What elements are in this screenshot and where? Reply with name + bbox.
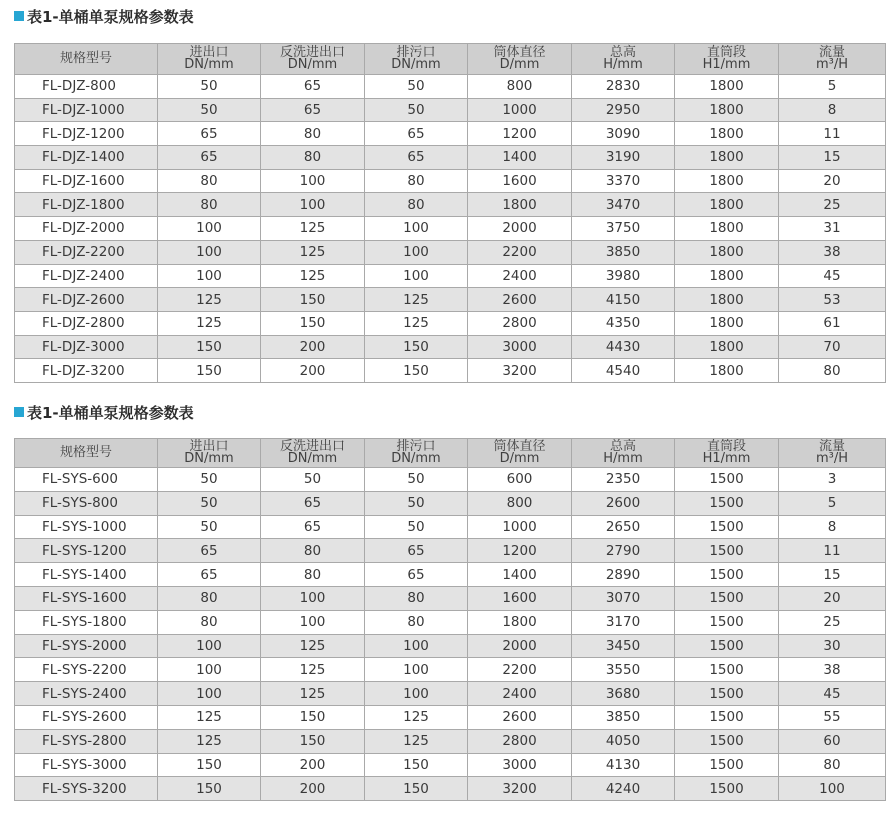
value-cell: 1800 (675, 169, 779, 193)
column-header-label: 流量 (818, 45, 845, 60)
value-cell: 65 (365, 146, 468, 170)
column-header: 规格型号 (15, 439, 158, 468)
value-cell: 3980 (572, 264, 675, 288)
value-cell: 125 (365, 288, 468, 312)
value-cell: 150 (365, 753, 468, 777)
table-row (15, 586, 886, 610)
value-cell: 3850 (572, 705, 675, 729)
table-title-text: 表1-单桶单泵规格参数表 (27, 7, 194, 26)
value-cell: 2200 (468, 240, 572, 264)
value-cell: 2000 (468, 217, 572, 241)
value-cell: 100 (261, 169, 365, 193)
table-row (15, 146, 886, 170)
table-row (15, 658, 886, 682)
table-row (15, 193, 886, 217)
value-cell: 65 (158, 539, 261, 563)
value-cell: 100 (261, 193, 365, 217)
value-cell: 8 (779, 98, 886, 122)
value-cell: 1800 (675, 359, 779, 383)
value-cell: 3000 (468, 753, 572, 777)
value-cell: 1800 (675, 311, 779, 335)
value-cell: 100 (158, 240, 261, 264)
value-cell: 3000 (468, 335, 572, 359)
value-cell: 125 (261, 217, 365, 241)
value-cell: 2800 (468, 729, 572, 753)
table-row (15, 610, 886, 634)
value-cell: 15 (779, 563, 886, 587)
value-cell: 600 (468, 468, 572, 492)
table-title (14, 7, 194, 25)
value-cell: 50 (158, 98, 261, 122)
table-row (15, 705, 886, 729)
value-cell: 150 (158, 335, 261, 359)
value-cell: 125 (261, 658, 365, 682)
table-row (15, 335, 886, 359)
column-header-unit: D/mm (499, 451, 540, 466)
value-cell: 5 (779, 491, 886, 515)
value-cell: 100 (365, 634, 468, 658)
value-cell: 1800 (675, 98, 779, 122)
value-cell: 100 (365, 264, 468, 288)
value-cell: 4130 (572, 753, 675, 777)
value-cell: 1800 (675, 240, 779, 264)
value-cell: 38 (779, 658, 886, 682)
value-cell: 2800 (468, 311, 572, 335)
column-header (572, 439, 675, 468)
value-cell: 1200 (468, 539, 572, 563)
value-cell: 38 (779, 240, 886, 264)
table-row (15, 753, 886, 777)
table-row (15, 563, 886, 587)
value-cell: 3370 (572, 169, 675, 193)
value-cell: 1500 (675, 610, 779, 634)
column-header-label: 总高 (609, 439, 636, 454)
value-cell: 80 (158, 610, 261, 634)
column-header (261, 439, 365, 468)
table-row (15, 240, 886, 264)
column-header-unit: m³/H (815, 451, 849, 466)
table-row (15, 777, 886, 801)
value-cell: 100 (365, 682, 468, 706)
value-cell: 8 (779, 515, 886, 539)
column-header-label: 反洗进出口 (279, 45, 345, 60)
value-cell: 80 (158, 193, 261, 217)
value-cell: 1500 (675, 729, 779, 753)
value-cell: 25 (779, 610, 886, 634)
table-title (14, 403, 194, 421)
value-cell: 125 (365, 311, 468, 335)
value-cell: 3680 (572, 682, 675, 706)
value-cell: 1800 (675, 288, 779, 312)
table-row (15, 169, 886, 193)
table-header-row (15, 44, 886, 75)
value-cell: 125 (158, 729, 261, 753)
value-cell: 2600 (572, 491, 675, 515)
value-cell: 50 (158, 75, 261, 99)
column-header-label: 排污口 (396, 45, 436, 60)
value-cell: 80 (261, 539, 365, 563)
model-cell: FL-SYS-3200 (15, 777, 158, 801)
value-cell: 2950 (572, 98, 675, 122)
value-cell: 3 (779, 468, 886, 492)
value-cell: 1500 (675, 539, 779, 563)
model-cell: FL-DJZ-800 (15, 75, 158, 99)
value-cell: 65 (261, 515, 365, 539)
value-cell: 80 (365, 610, 468, 634)
table-title-text: 表1-单桶单泵规格参数表 (27, 403, 194, 422)
value-cell: 100 (365, 658, 468, 682)
value-cell: 1500 (675, 705, 779, 729)
value-cell: 1000 (468, 515, 572, 539)
value-cell: 80 (365, 193, 468, 217)
model-cell: FL-DJZ-1600 (15, 169, 158, 193)
table-row (15, 75, 886, 99)
value-cell: 50 (365, 491, 468, 515)
value-cell: 200 (261, 335, 365, 359)
value-cell: 65 (365, 122, 468, 146)
table-row (15, 359, 886, 383)
value-cell: 50 (365, 75, 468, 99)
value-cell: 800 (468, 75, 572, 99)
value-cell: 2350 (572, 468, 675, 492)
model-cell: FL-SYS-2600 (15, 705, 158, 729)
value-cell: 80 (779, 753, 886, 777)
column-header (675, 44, 779, 75)
column-header-label: 直筒段 (706, 439, 746, 454)
model-cell: FL-DJZ-1400 (15, 146, 158, 170)
value-cell: 2650 (572, 515, 675, 539)
column-header-unit: H/mm (603, 57, 643, 72)
value-cell: 2600 (468, 705, 572, 729)
column-header-label: 筒体直径 (493, 439, 546, 454)
value-cell: 1800 (675, 193, 779, 217)
value-cell: 50 (365, 515, 468, 539)
value-cell: 2000 (468, 634, 572, 658)
value-cell: 150 (261, 705, 365, 729)
model-cell: FL-DJZ-2000 (15, 217, 158, 241)
value-cell: 125 (158, 288, 261, 312)
value-cell: 4150 (572, 288, 675, 312)
model-cell: FL-SYS-1600 (15, 586, 158, 610)
value-cell: 20 (779, 586, 886, 610)
column-header-unit: DN/mm (391, 57, 441, 72)
table-header-row (15, 439, 886, 468)
value-cell: 150 (365, 335, 468, 359)
model-cell: FL-SYS-1000 (15, 515, 158, 539)
value-cell: 1800 (675, 264, 779, 288)
value-cell: 31 (779, 217, 886, 241)
value-cell: 150 (158, 359, 261, 383)
value-cell: 1500 (675, 634, 779, 658)
value-cell: 1800 (675, 75, 779, 99)
column-header-unit: DN/mm (287, 451, 338, 466)
column-header (158, 439, 261, 468)
title-marker-icon (14, 407, 24, 417)
value-cell: 125 (261, 264, 365, 288)
model-cell: FL-SYS-2000 (15, 634, 158, 658)
value-cell: 125 (261, 682, 365, 706)
value-cell: 30 (779, 634, 886, 658)
value-cell: 1400 (468, 563, 572, 587)
value-cell: 200 (261, 753, 365, 777)
table-row (15, 264, 886, 288)
spec-table (14, 43, 886, 383)
value-cell: 3850 (572, 240, 675, 264)
model-cell: FL-SYS-2800 (15, 729, 158, 753)
value-cell: 3470 (572, 193, 675, 217)
column-header-label: 流量 (818, 439, 845, 454)
value-cell: 1500 (675, 491, 779, 515)
value-cell: 1400 (468, 146, 572, 170)
value-cell: 65 (261, 98, 365, 122)
column-header-label: 总高 (609, 45, 636, 60)
table-row (15, 539, 886, 563)
spec-table (14, 438, 886, 801)
value-cell: 3070 (572, 586, 675, 610)
value-cell: 100 (158, 682, 261, 706)
model-cell: FL-DJZ-1000 (15, 98, 158, 122)
value-cell: 50 (158, 468, 261, 492)
column-header-unit: D/mm (499, 57, 540, 72)
value-cell: 2790 (572, 539, 675, 563)
value-cell: 45 (779, 264, 886, 288)
column-header-unit: H/mm (603, 451, 643, 466)
value-cell: 11 (779, 539, 886, 563)
value-cell: 1600 (468, 586, 572, 610)
column-header (261, 44, 365, 75)
column-header (365, 44, 468, 75)
value-cell: 1200 (468, 122, 572, 146)
value-cell: 1500 (675, 682, 779, 706)
value-cell: 1800 (675, 122, 779, 146)
value-cell: 2400 (468, 682, 572, 706)
value-cell: 150 (261, 311, 365, 335)
value-cell: 3090 (572, 122, 675, 146)
value-cell: 100 (158, 217, 261, 241)
value-cell: 200 (261, 359, 365, 383)
value-cell: 125 (158, 705, 261, 729)
column-header-unit: DN/mm (184, 57, 234, 72)
value-cell: 80 (261, 122, 365, 146)
column-header (365, 439, 468, 468)
value-cell: 125 (365, 705, 468, 729)
value-cell: 4050 (572, 729, 675, 753)
column-header-unit: DN/mm (391, 451, 441, 466)
value-cell: 50 (365, 468, 468, 492)
value-cell: 20 (779, 169, 886, 193)
column-header (675, 439, 779, 468)
value-cell: 100 (365, 240, 468, 264)
table-row (15, 217, 886, 241)
column-header-unit: m³/H (815, 57, 849, 72)
value-cell: 125 (261, 240, 365, 264)
column-header (468, 439, 572, 468)
value-cell: 1800 (468, 193, 572, 217)
value-cell: 125 (261, 634, 365, 658)
column-header-label: 进出口 (189, 45, 229, 60)
value-cell: 150 (261, 729, 365, 753)
column-header-label: 筒体直径 (493, 45, 546, 60)
value-cell: 80 (779, 359, 886, 383)
column-header (779, 439, 886, 468)
model-cell: FL-DJZ-2600 (15, 288, 158, 312)
model-cell: FL-SYS-3000 (15, 753, 158, 777)
value-cell: 2600 (468, 288, 572, 312)
table-row (15, 682, 886, 706)
value-cell: 100 (261, 586, 365, 610)
model-cell: FL-DJZ-3200 (15, 359, 158, 383)
value-cell: 4430 (572, 335, 675, 359)
model-cell: FL-SYS-1400 (15, 563, 158, 587)
value-cell: 100 (779, 777, 886, 801)
value-cell: 1000 (468, 98, 572, 122)
value-cell: 80 (261, 563, 365, 587)
value-cell: 80 (365, 169, 468, 193)
value-cell: 80 (261, 146, 365, 170)
table-row (15, 729, 886, 753)
model-cell: FL-DJZ-3000 (15, 335, 158, 359)
value-cell: 125 (365, 729, 468, 753)
value-cell: 2830 (572, 75, 675, 99)
value-cell: 50 (158, 515, 261, 539)
table-row (15, 491, 886, 515)
value-cell: 3200 (468, 359, 572, 383)
value-cell: 45 (779, 682, 886, 706)
value-cell: 150 (365, 359, 468, 383)
value-cell: 1500 (675, 468, 779, 492)
value-cell: 65 (261, 75, 365, 99)
value-cell: 61 (779, 311, 886, 335)
value-cell: 65 (158, 146, 261, 170)
model-cell: FL-DJZ-2200 (15, 240, 158, 264)
value-cell: 60 (779, 729, 886, 753)
value-cell: 100 (158, 658, 261, 682)
column-header-unit: DN/mm (184, 451, 234, 466)
value-cell: 100 (158, 264, 261, 288)
model-cell: FL-SYS-2200 (15, 658, 158, 682)
value-cell: 1500 (675, 753, 779, 777)
value-cell: 50 (261, 468, 365, 492)
value-cell: 65 (158, 563, 261, 587)
value-cell: 1500 (675, 658, 779, 682)
table-row (15, 468, 886, 492)
value-cell: 3550 (572, 658, 675, 682)
column-header (468, 44, 572, 75)
value-cell: 1500 (675, 586, 779, 610)
value-cell: 3190 (572, 146, 675, 170)
value-cell: 50 (365, 98, 468, 122)
value-cell: 3750 (572, 217, 675, 241)
value-cell: 100 (158, 634, 261, 658)
value-cell: 150 (158, 753, 261, 777)
column-header-label: 进出口 (189, 439, 229, 454)
column-header: 规格型号 (15, 44, 158, 75)
value-cell: 5 (779, 75, 886, 99)
value-cell: 2200 (468, 658, 572, 682)
table-row (15, 311, 886, 335)
value-cell: 80 (158, 586, 261, 610)
model-cell: FL-DJZ-1200 (15, 122, 158, 146)
value-cell: 11 (779, 122, 886, 146)
table-row (15, 98, 886, 122)
value-cell: 70 (779, 335, 886, 359)
value-cell: 150 (365, 777, 468, 801)
value-cell: 80 (158, 169, 261, 193)
value-cell: 3170 (572, 610, 675, 634)
column-header-unit: H1/mm (702, 57, 751, 72)
value-cell: 1800 (675, 335, 779, 359)
column-header-label: 反洗进出口 (279, 439, 345, 454)
model-cell: FL-SYS-600 (15, 468, 158, 492)
column-header (572, 44, 675, 75)
value-cell: 3450 (572, 634, 675, 658)
table-row (15, 288, 886, 312)
value-cell: 65 (365, 539, 468, 563)
value-cell: 100 (365, 217, 468, 241)
model-cell: FL-SYS-1800 (15, 610, 158, 634)
value-cell: 100 (261, 610, 365, 634)
column-header-unit: H1/mm (702, 451, 751, 466)
table-row (15, 515, 886, 539)
model-cell: FL-DJZ-2800 (15, 311, 158, 335)
column-header (779, 44, 886, 75)
value-cell: 65 (365, 563, 468, 587)
value-cell: 1800 (675, 146, 779, 170)
value-cell: 55 (779, 705, 886, 729)
value-cell: 80 (365, 586, 468, 610)
value-cell: 53 (779, 288, 886, 312)
column-header-label: 排污口 (396, 439, 436, 454)
value-cell: 2400 (468, 264, 572, 288)
value-cell: 1500 (675, 777, 779, 801)
value-cell: 2890 (572, 563, 675, 587)
value-cell: 800 (468, 491, 572, 515)
value-cell: 1500 (675, 515, 779, 539)
model-cell: FL-SYS-800 (15, 491, 158, 515)
model-cell: FL-SYS-2400 (15, 682, 158, 706)
model-cell: FL-SYS-1200 (15, 539, 158, 563)
value-cell: 1800 (675, 217, 779, 241)
value-cell: 200 (261, 777, 365, 801)
value-cell: 65 (158, 122, 261, 146)
value-cell: 4540 (572, 359, 675, 383)
value-cell: 150 (158, 777, 261, 801)
value-cell: 1500 (675, 563, 779, 587)
value-cell: 25 (779, 193, 886, 217)
model-cell: FL-DJZ-1800 (15, 193, 158, 217)
value-cell: 125 (158, 311, 261, 335)
column-header (158, 44, 261, 75)
model-cell: FL-DJZ-2400 (15, 264, 158, 288)
value-cell: 65 (261, 491, 365, 515)
value-cell: 1600 (468, 169, 572, 193)
value-cell: 15 (779, 146, 886, 170)
value-cell: 4240 (572, 777, 675, 801)
value-cell: 150 (261, 288, 365, 312)
value-cell: 3200 (468, 777, 572, 801)
value-cell: 4350 (572, 311, 675, 335)
table-row (15, 122, 886, 146)
title-marker-icon (14, 11, 24, 21)
column-header-label: 直筒段 (706, 45, 746, 60)
table-row (15, 634, 886, 658)
value-cell: 1800 (468, 610, 572, 634)
value-cell: 50 (158, 491, 261, 515)
column-header-unit: DN/mm (287, 57, 338, 72)
